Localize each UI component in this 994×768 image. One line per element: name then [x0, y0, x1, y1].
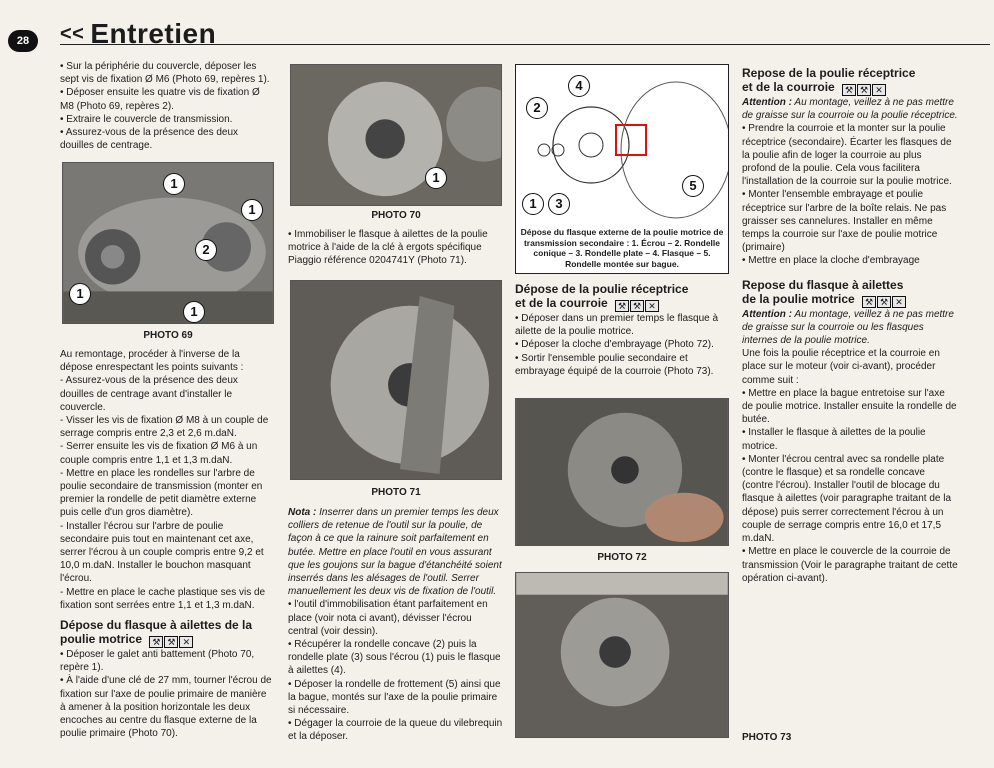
- attention-paragraph: [742, 308, 958, 348]
- paragraph: • Dégager la courroie de la queue du vilebrequin et la déposer.: [288, 718, 503, 743]
- wrench-icon: ⚒: [877, 296, 891, 308]
- paragraph: • Déposer la cloche d'embrayage (Photo 72).: [515, 339, 714, 351]
- wrench-icon: ⚒: [862, 296, 876, 308]
- photo-73: [515, 572, 729, 738]
- wrench-icon: ⚒: [149, 636, 163, 648]
- marker-2: 2: [195, 239, 217, 261]
- wrench-icon: ⚒: [164, 636, 178, 648]
- marker-4: 4: [568, 75, 590, 97]
- paragraph: • Prendre la courroie et la monter sur la poulie réceptrice (secondaire). Écarter les flasques de la poulie afin de loger la courroie au plus profond de la poulie. Cela vous facilitera l'installation de la courroie sur la poulie motrice.: [742, 123, 952, 188]
- wrench-icon: ⚒: [615, 300, 629, 312]
- paragraph: - Mettre en place les rondelles sur l'arbre de poulie secondaire de transmission (monter en premier la rondelle de petit diamètre externe puis celle d'un gros diamètre).: [60, 467, 263, 519]
- column-3-text: [515, 282, 731, 378]
- paragraph: • Sur la périphérie du couvercle, déposer les sept vis de fixation Ø M6 (Photo 69, repères 1).: [60, 61, 270, 86]
- page-number: 28: [8, 30, 38, 52]
- paragraph: • À l'aide d'une clé de 27 mm, tourner l'écrou de fixation sur l'axe de poulie primaire de manière à amener à la position horizontale les deux encoches au centre du flasque externe de la poulie primaire (Photo 70).: [60, 675, 272, 740]
- paragraph: - Visser les vis de fixation Ø M8 à un couple de serrage compris entre 2,3 et 2,6 m.daN.: [60, 415, 269, 440]
- paragraph: • Sortir l'ensemble poulie secondaire et embrayage équipé de la courroie (Photo 73).: [515, 352, 714, 377]
- wrench-icon: ⚒: [630, 300, 644, 312]
- section-title-line: Dépose du flasque à ailettes de la: [60, 618, 253, 633]
- paragraph: • Installer le flasque à ailettes de la poulie motrice.: [742, 427, 926, 452]
- paragraph: • Mettre en place la bague entretoise sur l'axe de poulie motrice. Installer ensuite la rondelle de butée.: [742, 387, 957, 426]
- header-title-text: Entretien: [90, 18, 217, 49]
- paragraph: • Déposer dans un premier temps le flasque à ailette de la poulie motrice.: [515, 313, 719, 338]
- paragraph: • Extraire le couvercle de transmission.: [60, 113, 233, 125]
- tools-icon: ✕: [179, 636, 193, 648]
- paragraph: • Déposer ensuite les quatre vis de fixation Ø M8 (Photo 69, repères 2).: [60, 87, 260, 112]
- paragraph: • Immobiliser le flasque à ailettes de la poulie motrice à l'aide de la clé à ergots spécifique Piaggio référence 0204741Y (Photo 71).: [288, 229, 488, 267]
- marker-1: 1: [241, 199, 263, 221]
- attention-label: Attention :: [742, 97, 792, 108]
- photo-69: [62, 162, 274, 324]
- photo-72-caption: PHOTO 72: [597, 552, 647, 563]
- tools-icon: ✕: [892, 296, 906, 308]
- exploded-diagram: [515, 64, 729, 274]
- photo-69-caption: PHOTO 69: [143, 330, 193, 341]
- marker-1: 1: [522, 193, 544, 215]
- paragraph: • Déposer la rondelle de frottement (5) ainsi que la bague, montés sur l'axe de la poulie primaire si nécessaire.: [288, 678, 501, 717]
- pulley-image: [291, 65, 501, 205]
- wrench-icon: ⚒: [857, 84, 871, 96]
- photo-71: [290, 280, 502, 480]
- marker-1: 1: [69, 283, 91, 305]
- photo-73-caption: PHOTO 73: [742, 732, 792, 743]
- section-title-line: et de la courroie: [515, 296, 608, 310]
- paragraph: • l'outil d'immobilisation étant parfaitement en place (voir nota ci avant), dévisser l'écrou central (voir dessin).: [288, 599, 488, 637]
- paragraph: • Monter l'ensemble embrayage et poulie réceptrice sur l'arbre de la boîte relais. Ne pas graisser ses cannelures. Installer en même temps la courroie sur l'axe de poulie motrice (primaire): [742, 189, 947, 254]
- photo-72: [515, 398, 729, 546]
- wrench-icon: ⚒: [842, 84, 856, 96]
- column-2-nota: [288, 506, 504, 744]
- nota-label: Nota :: [288, 507, 317, 518]
- column-1-intro: [60, 60, 274, 152]
- marker-1: 1: [183, 301, 205, 323]
- tool-icons: [615, 298, 660, 312]
- tools-icon: ✕: [872, 84, 886, 96]
- paragraph: - Installer l'écrou sur l'arbre de poulie secondaire puis tout en maintenant cet axe, serrer l'écrou à un couple compris entre 9,2 et 10,0 m.daN. Installer le bouchon masquant l'écrou.: [60, 520, 264, 585]
- photo-71-caption: PHOTO 71: [371, 487, 421, 498]
- attention-paragraph: [742, 96, 958, 122]
- marker-3: 3: [548, 193, 570, 215]
- section-title-line: Repose de la poulie réceptrice: [742, 66, 916, 80]
- section-title: [515, 282, 731, 312]
- marker-1: 1: [425, 167, 447, 189]
- section-title: [742, 66, 958, 96]
- page-title: [60, 18, 216, 50]
- paragraph: • Récupérer la rondelle concave (2) puis la rondelle plate (3) sous l'écrou (1) puis le flasque à ailettes (4).: [288, 639, 501, 677]
- column-4-text: [742, 66, 958, 585]
- column-2-text: [288, 228, 504, 268]
- section-title-line: poulie motrice: [60, 632, 143, 647]
- paragraph: - Assurez-vous de la présence des deux douilles de centrage avant d'installer le couvercle.: [60, 375, 238, 413]
- header-rule: [60, 44, 990, 45]
- attention-text: Au montage, veillez à ne pas mettre de graisse sur la courroie ou les flasques internes de la poulie motrice.: [742, 308, 954, 347]
- marker-5: 5: [682, 175, 704, 197]
- marker-1: 1: [163, 173, 185, 195]
- paragraph: - Mettre en place le cache plastique ses vis de fixation sont serrées entre 1,1 et 1,3 m.daN.: [60, 586, 266, 611]
- clutch-bell-image: [516, 399, 728, 545]
- section-title-line: Dépose de la poulie réceptrice: [515, 282, 689, 296]
- tool-icons: [149, 634, 194, 648]
- marker-2: 2: [526, 97, 548, 119]
- diagram-caption: Dépose du flasque externe de la poulie motrice de transmission secondaire : 1. Écrou – 2. Rondelle conique – 3. Rondelle plate – 4. Flasque – 5. Rondelle montée sur bague.: [520, 227, 724, 269]
- tool-on-pulley-image: [291, 281, 501, 479]
- nota-paragraph: [288, 506, 504, 598]
- paragraph: • Assurez-vous de la présence des deux douilles de centrage.: [60, 127, 239, 152]
- section-title-line: Repose du flasque à ailettes: [742, 277, 904, 292]
- section-title: [60, 618, 274, 648]
- paragraph: • Mettre en place la cloche d'embrayage: [742, 255, 920, 267]
- paragraph: Au remontage, procéder à l'inverse de la dépose enrespectant les points suivants :: [60, 349, 244, 374]
- tool-icons: [842, 82, 887, 96]
- attention-text: Au montage, veillez à ne pas mettre de graisse sur la courroie ou la poulie réceptrice.: [742, 97, 958, 122]
- paragraph: • Déposer le galet anti battement (Photo 70, repère 1).: [60, 649, 255, 674]
- section-title-line: de la poulie motrice: [742, 291, 855, 306]
- paragraph: - Serrer ensuite les vis de fixation Ø M6 à un couple compris entre 1,1 et 1,3 m.daN.: [60, 441, 258, 466]
- tool-icons: [862, 294, 907, 308]
- section-title: [742, 278, 958, 308]
- paragraph: • Mettre en place le couvercle de la courroie de transmission (Voir le paragraphe traitant de cette opération ci-avant).: [742, 546, 958, 584]
- paragraph: • Monter l'écrou central avec sa rondelle plate (contre le flasque) et sa rondelle concave (contre l'écrou). Installer l'outil de blocage du flasque à ailettes (voir paragraphe traitant de la dépose) puis serrer correctement l'écrou à un couple de serrage compris entre 16,0 et 17,5 m.daN.: [742, 453, 952, 545]
- tools-icon: ✕: [645, 300, 659, 312]
- nota-text: Inserrer dans un premier temps les deux colliers de retenue de l'outil sur la poulie, de façon à ce que la rainure soit parfaitement en butée. Mettre en place l'outil en vous assurant que les goujons sur la bague d'étanchéité soient inserrés dans les alésages de l'outil. Serrer manuellement les deux vis de fixation de l'outil.: [288, 507, 502, 598]
- photo-70-caption: PHOTO 70: [371, 210, 421, 221]
- paragraph: Une fois la poulie réceptrice et la courroie en place sur le moteur (voir ci-avant), procéder comme suit :: [742, 348, 940, 386]
- section-title-line: et de la courroie: [742, 80, 835, 94]
- attention-label: Attention :: [742, 308, 792, 320]
- column-1-remount: [60, 348, 274, 740]
- photo-70: [290, 64, 502, 206]
- pulley-assembly-image: [516, 573, 728, 737]
- header-arrows: <<: [60, 23, 85, 45]
